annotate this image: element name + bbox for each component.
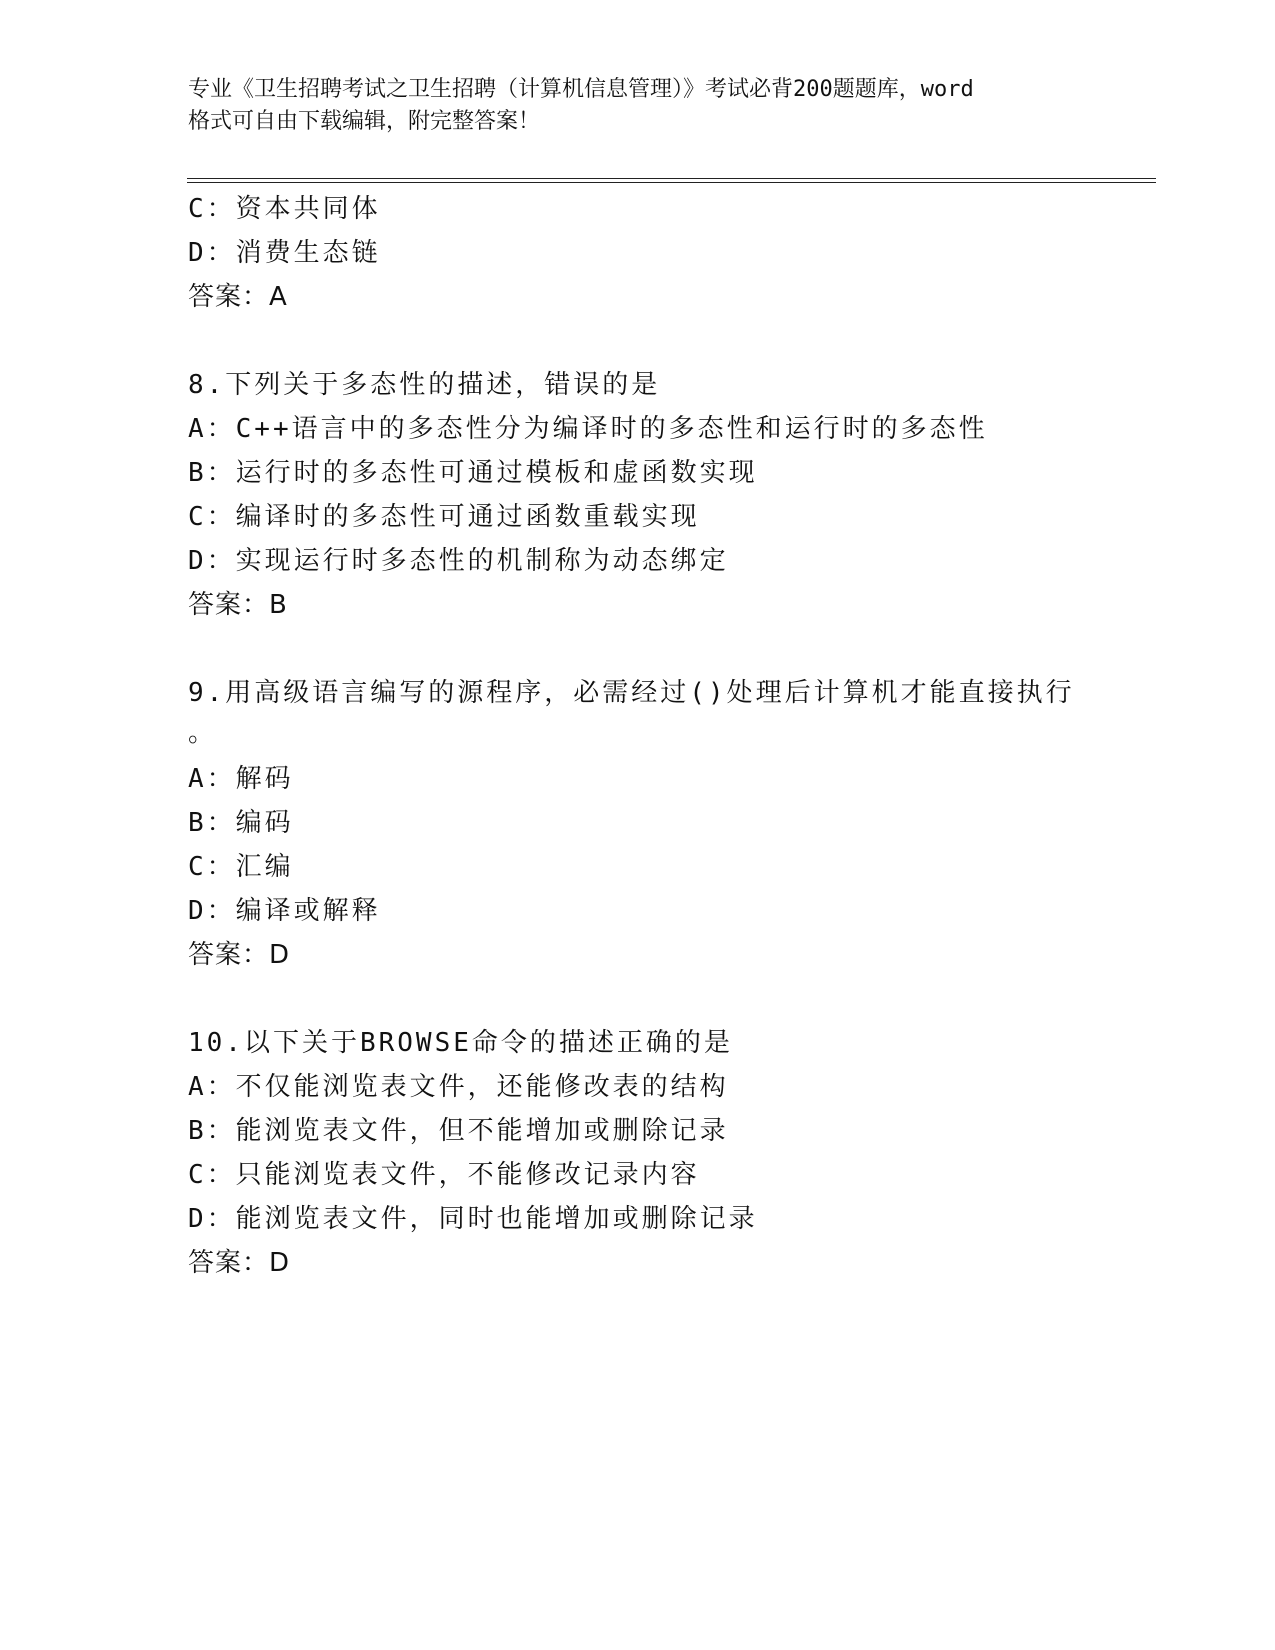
q9-option-a: A：解码: [188, 764, 294, 794]
q10-question: 10.以下关于BROWSE命令的描述正确的是: [188, 1028, 733, 1058]
q8-option-c: C：编译时的多态性可通过函数重载实现: [188, 502, 700, 532]
q8-question: 8.下列关于多态性的描述，错误的是: [188, 370, 661, 400]
header-divider-bottom: [187, 182, 1156, 183]
header-divider-top: [187, 178, 1156, 179]
q10-option-c: C：只能浏览表文件，不能修改记录内容: [188, 1160, 700, 1190]
q7-option-c: C：资本共同体: [188, 194, 381, 224]
q10-answer: 答案：D: [188, 1248, 291, 1278]
q7-option-d: D：消费生态链: [188, 238, 381, 268]
q7-answer: 答案：A: [188, 282, 288, 312]
q9-question-tail: 。: [188, 718, 218, 748]
q8-option-a: A：C++语言中的多态性分为编译时的多态性和运行时的多态性: [188, 414, 988, 444]
q8-option-d: D：实现运行时多态性的机制称为动态绑定: [188, 546, 729, 576]
header-line-2: 格式可自由下载编辑，附完整答案！: [188, 109, 541, 134]
q8-option-b: B：运行时的多态性可通过模板和虚函数实现: [188, 458, 758, 488]
q9-option-c: C：汇编: [188, 852, 294, 882]
q10-option-d: D：能浏览表文件，同时也能增加或删除记录: [188, 1204, 758, 1234]
header-line-1: 专业《卫生招聘考试之卫生招聘（计算机信息管理）》考试必背200题题库，word: [188, 77, 974, 102]
q8-answer: 答案：B: [188, 590, 288, 620]
q9-option-b: B：编码: [188, 808, 294, 838]
q10-option-b: B：能浏览表文件，但不能增加或删除记录: [188, 1116, 729, 1146]
q9-answer: 答案：D: [188, 940, 291, 970]
q9-option-d: D：编译或解释: [188, 896, 381, 926]
q9-question: 9.用高级语言编写的源程序，必需经过()处理后计算机才能直接执行: [188, 678, 1075, 708]
document-header: [188, 74, 1108, 138]
q10-option-a: A：不仅能浏览表文件，还能修改表的结构: [188, 1072, 729, 1102]
